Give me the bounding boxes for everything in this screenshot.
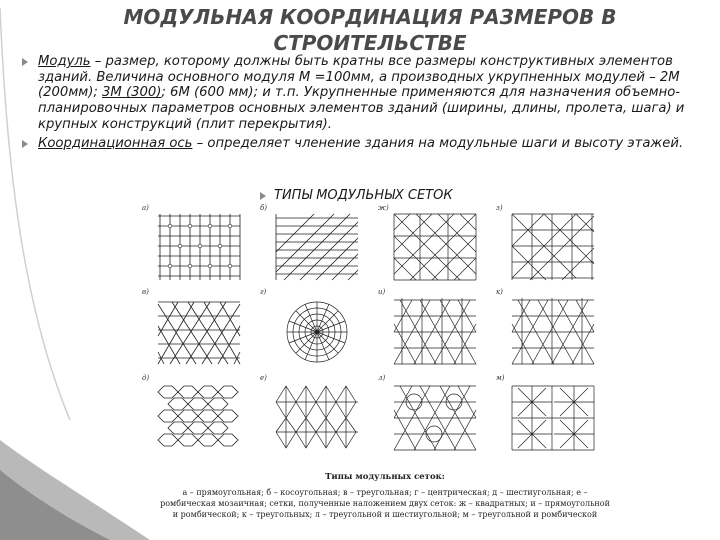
grid-overlay-triangle-2-drawing [510,296,596,366]
grid-label-l: л) [378,374,386,382]
grid-label-k: к) [496,288,503,296]
grid-tri-rhombic-star-drawing [510,382,596,452]
grid-overlay-squares [378,204,484,284]
grid-tri-hex-drawing [392,382,478,452]
grid-centric [260,288,366,368]
grid-triangular-drawing [156,296,242,366]
grid-rectangular [142,204,248,284]
grid-oblique [260,204,366,284]
module-text-end: ; 6М (600 мм); и т.п. Укрупненные применяются для назначения объемно-планировочных параметров основных элементов зданий (ширины, длины, пролета, шага) и крупных конструкций (плит перекрытия). [38,85,685,132]
grid-triangular [142,288,248,368]
grid-label-zh: ж) [378,204,389,212]
grid-rect-rhombic [496,204,602,284]
grid-label-a: а) [142,204,149,212]
grid-hexagonal-drawing [156,382,242,452]
grid-types-heading-text: ТИПЫ МОДУЛЬНЫХ СЕТОК [274,188,453,203]
grid-label-v: в) [142,288,149,296]
grid-overlay-squares-drawing [392,212,478,282]
module-3m: 3М (300) [102,85,162,101]
bullet-arrow-icon [22,58,28,66]
bullet-module-definition [16,54,706,133]
bullet-coordination-axis [16,136,706,152]
caption-title: Типы модульных сеток: [325,472,445,482]
grid-rect-rhombic-drawing [510,212,596,282]
grid-oblique-drawing [274,212,360,282]
grid-label-d: д) [142,374,150,382]
grid-label-z: з) [496,204,503,212]
bullet-arrow-icon [22,140,28,148]
bullet-arrow-icon [260,192,266,200]
grid-overlay-triangles-drawing [392,296,478,366]
grid-label-g: г) [260,288,267,296]
page-title: МОДУЛЬНАЯ КООРДИНАЦИЯ РАЗМЕРОВ В СТРОИТЕЛЬСТВЕ [123,5,617,55]
grid-types-heading [258,188,453,204]
grid-label-e: е) [260,374,267,382]
caption-body: а – прямоугольная; б – косоугольная; в – треугольная; г – центрическая; д – шестиугольная; е – ромбическая мозаичная; сетки, полученные наложением двух сеток: ж – квадратных; и – прямоугольной и ромбической; к – треугольных; л – треугольной и шестиугольной; м – треугольной и ромбической [160,488,610,519]
grid-tri-hex [378,374,484,454]
term-module: Модуль [38,54,91,69]
grid-rhombic-mosaic [260,374,366,454]
grid-rectangular-drawing [156,212,242,282]
grid-overlay-triangle-2 [496,288,602,368]
grid-label-m: м) [496,374,505,382]
grid-overlay-triangles [378,288,484,368]
axis-text: – определяет членение здания на модульные шаги и высоту этажей. [192,135,684,151]
bullet-list [16,54,706,154]
module-text: – размер, которому должны быть кратны все размеры конструктивных элементов зданий. Величина основного модуля М =100мм, а производных укрупненных модулей – 2М (200мм); [38,54,680,101]
figure-caption [160,472,610,520]
grid-hexagonal [142,374,248,454]
grid-rhombic-mosaic-drawing [274,382,360,452]
grid-label-b: б) [260,204,268,212]
term-coordination-axis: Координационная ось [38,135,193,151]
grid-label-i: и) [378,288,386,296]
grid-tri-rhombic-star [496,374,602,454]
grid-centric-drawing [274,296,360,366]
